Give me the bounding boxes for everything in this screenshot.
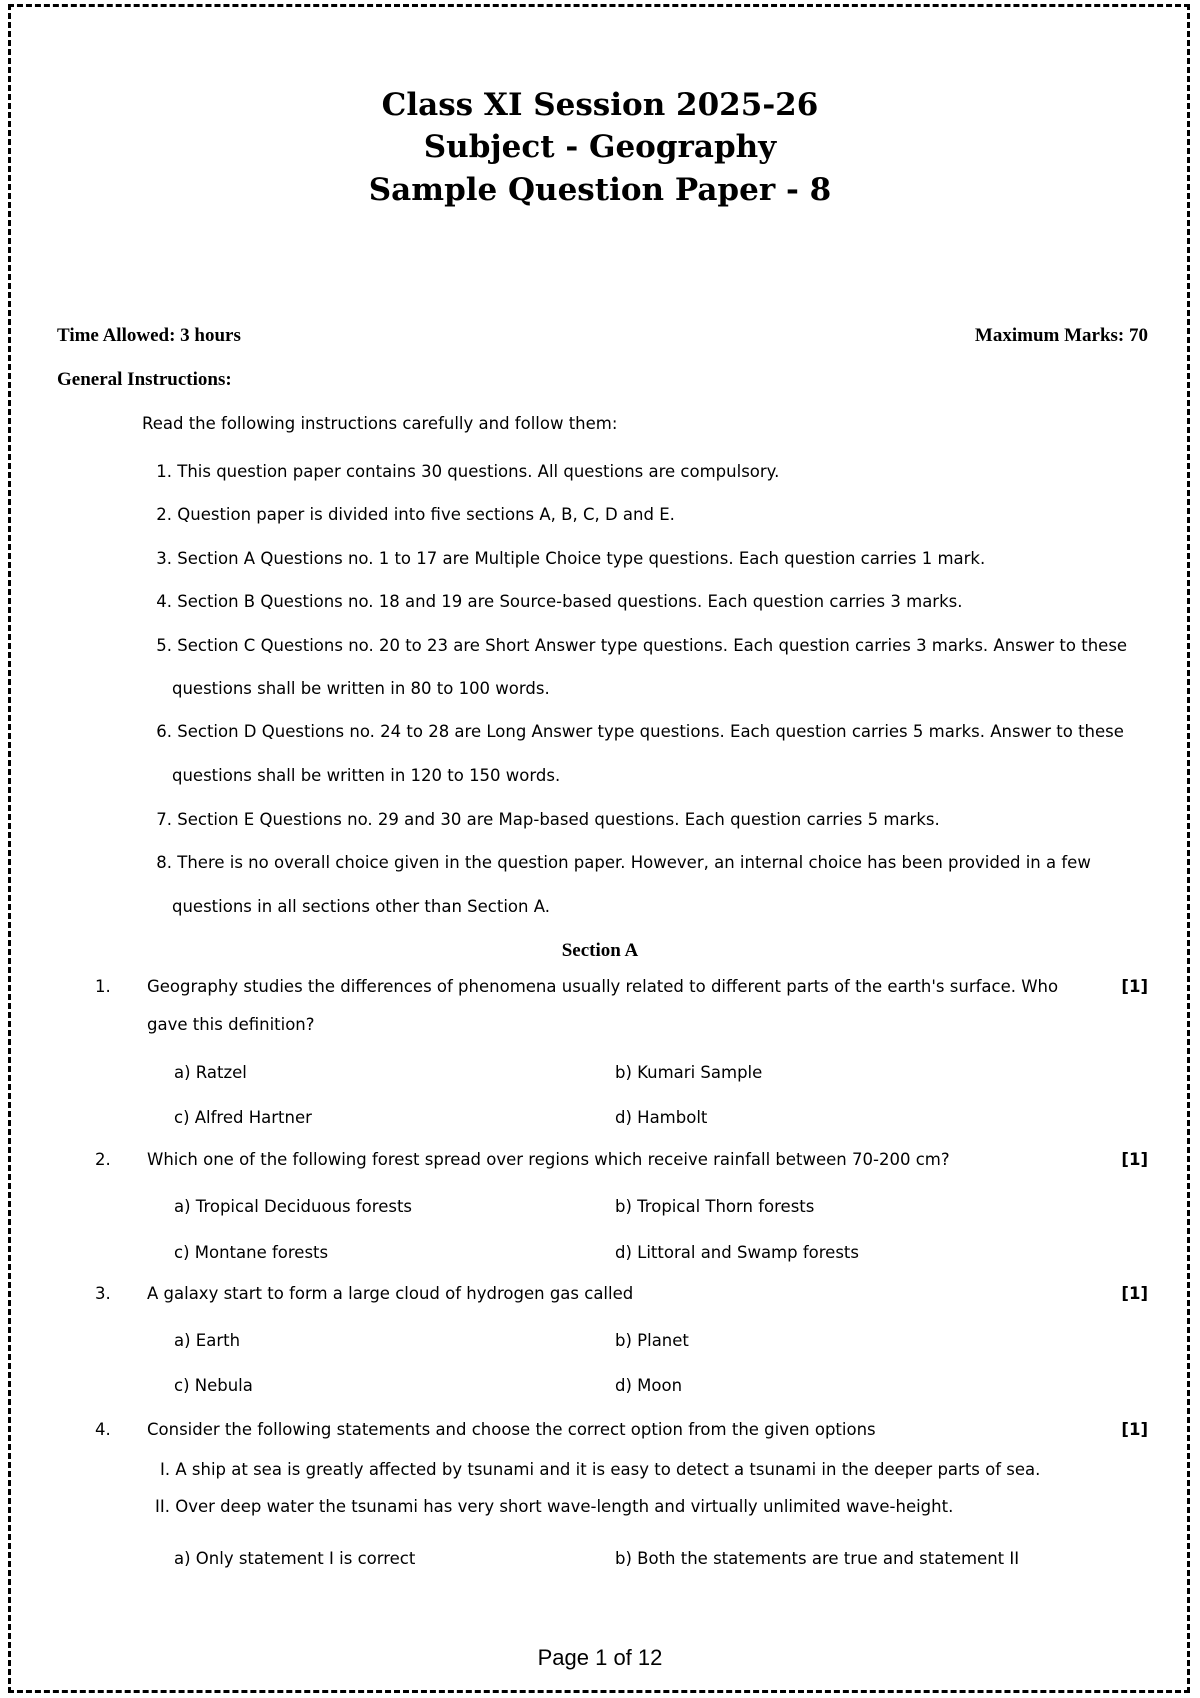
instruction-item: 1. This question paper contains 30 questions. All questions are compulsory. [156,462,780,481]
option-c: c) Alfred Hartner [174,1108,312,1127]
section-a-heading: Section A [561,940,639,961]
option-a: a) Earth [174,1331,241,1350]
page-number: Page 1 of 12 [537,1645,663,1670]
question-text: Which one of the following forest spread over regions which receive rainfall between 70-200 cm? [147,1150,950,1169]
question-text: Geography studies the differences of phenomena usually related to different parts of the earth's surface. Who [147,977,1059,996]
time-allowed: Time Allowed: 3 hours [57,325,241,346]
instruction-item: 4. Section B Questions no. 18 and 19 are Source-based questions. Each question carries 3 marks. [156,592,963,611]
option-d: d) Littoral and Swamp forests [615,1243,859,1262]
instruction-item-continued: questions shall be written in 120 to 150 words. [172,766,561,785]
instruction-item: 5. Section C Questions no. 20 to 23 are Short Answer type questions. Each question carries 3 marks. Answer to these [156,636,1128,655]
option-b: b) Both the statements are true and statement II [615,1549,1020,1568]
statement-2: II. Over deep water the tsunami has very short wave-length and virtually unlimited wave-height. [155,1497,954,1516]
question-text: Consider the following statements and choose the correct option from the given options [147,1420,876,1439]
instruction-item: 6. Section D Questions no. 24 to 28 are Long Answer type questions. Each question carries 5 marks. Answer to these [156,722,1124,741]
instruction-item-continued: questions in all sections other than Section A. [172,897,550,916]
question-marks: [1] [1121,977,1148,996]
option-b: b) Planet [615,1331,689,1350]
question-marks: [1] [1121,1150,1148,1169]
question-number: 1. [95,977,111,996]
option-a: a) Only statement I is correct [174,1549,416,1568]
statement-1: I. A ship at sea is greatly affected by tsunami and it is easy to detect a tsunami in the deeper parts of sea. [160,1460,1041,1479]
instructions-heading: General Instructions: [57,369,232,390]
question-marks: [1] [1121,1420,1148,1439]
option-b: b) Tropical Thorn forests [615,1197,815,1216]
page-border [8,4,1190,1693]
maximum-marks: Maximum Marks: 70 [974,325,1148,346]
question-number: 2. [95,1150,111,1169]
question-marks: [1] [1121,1284,1148,1303]
instructions-intro: Read the following instructions carefully and follow them: [142,414,618,433]
instruction-item: 3. Section A Questions no. 1 to 17 are Multiple Choice type questions. Each question carries 1 mark. [156,549,986,568]
instruction-item: 2. Question paper is divided into five sections A, B, C, D and E. [156,505,675,524]
option-c: c) Nebula [174,1376,253,1395]
question-text-continued: gave this definition? [147,1015,315,1034]
question-number: 3. [95,1284,111,1303]
question-number: 4. [95,1420,111,1439]
option-c: c) Montane forests [174,1243,329,1262]
option-d: d) Hambolt [615,1108,708,1127]
paper-class-session: Class XI Session 2025-26 [381,87,819,123]
option-a: a) Tropical Deciduous forests [174,1197,413,1216]
instruction-item: 8. There is no overall choice given in the question paper. However, an internal choice has been provided in a few [156,853,1091,872]
option-b: b) Kumari Sample [615,1063,763,1082]
instruction-item-continued: questions shall be written in 80 to 100 words. [172,679,550,698]
paper-subject: Subject - Geography [423,129,777,165]
question-text: A galaxy start to form a large cloud of hydrogen gas called [147,1284,634,1303]
option-a: a) Ratzel [174,1063,247,1082]
instruction-item: 7. Section E Questions no. 29 and 30 are Map-based questions. Each question carries 5 marks. [156,810,940,829]
paper-title: Sample Question Paper - 8 [368,172,832,208]
option-d: d) Moon [615,1376,683,1395]
